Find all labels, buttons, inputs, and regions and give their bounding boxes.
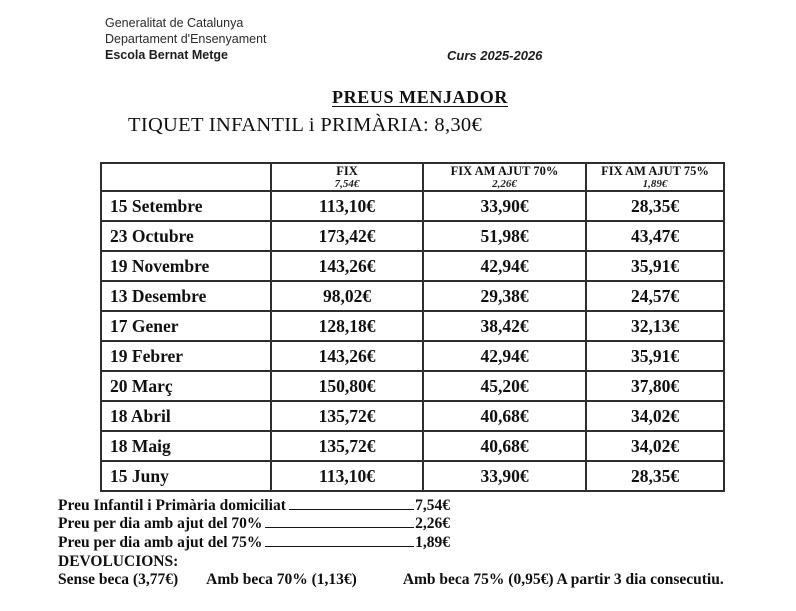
summary-line-domiciliat	[58, 497, 450, 515]
summary-line-ajut75	[58, 534, 450, 552]
ajut70-price-cell: 40,68€	[423, 431, 586, 461]
column-label: FIX AM AJUT 70%	[450, 163, 559, 178]
ajut75-price-cell: 34,02€	[586, 401, 724, 431]
table-row	[101, 431, 724, 461]
table-row	[101, 401, 724, 431]
fix-price-cell: 135,72€	[271, 401, 423, 431]
header-cell-ajut70	[423, 163, 586, 191]
page-title: PREUS MENJADOR	[332, 87, 508, 107]
summary-value: 7,54€	[415, 497, 450, 514]
price-summary	[58, 497, 450, 552]
table-row	[101, 281, 724, 311]
fix-price-cell: 150,80€	[271, 371, 423, 401]
dotted-fill-line	[265, 527, 414, 528]
ajut75-price-cell: 24,57€	[586, 281, 724, 311]
header-cell-empty	[101, 163, 271, 191]
ajut75-price-cell: 28,35€	[586, 461, 724, 491]
devolucions-section	[58, 553, 724, 590]
table-row	[101, 461, 724, 491]
table-header-row	[101, 163, 724, 191]
letterhead	[105, 15, 267, 63]
letterhead-department: Departament d'Ensenyament	[105, 32, 267, 46]
ajut75-price-cell: 37,80€	[586, 371, 724, 401]
month-cell: 18 Abril	[101, 401, 271, 431]
devolucions-beca-75: Amb beca 75% (0,95€) A partir 3 dia consecutiu.	[402, 571, 724, 588]
dotted-fill-line	[289, 509, 414, 510]
ajut70-price-cell: 42,94€	[423, 251, 586, 281]
month-cell: 20 Març	[101, 371, 271, 401]
letterhead-school: Escola Bernat Metge	[105, 48, 228, 62]
column-unit-price: 7,54€	[334, 177, 360, 190]
header-cell-fix	[271, 163, 423, 191]
fix-price-cell: 113,10€	[271, 191, 423, 221]
devolucions-beca-70: Amb beca 70% (1,13€)	[206, 571, 357, 588]
devolucions-details	[58, 571, 724, 590]
devolucions-sense-beca: Sense beca (3,77€)	[58, 571, 179, 588]
column-label: FIX	[336, 163, 358, 178]
ajut75-price-cell: 43,47€	[586, 221, 724, 251]
column-unit-price: 2,26€	[492, 177, 517, 190]
month-cell: 19 Novembre	[101, 251, 271, 281]
ajut70-price-cell: 45,20€	[423, 371, 586, 401]
ajut70-price-cell: 42,94€	[423, 341, 586, 371]
month-cell: 19 Febrer	[101, 341, 271, 371]
fix-price-cell: 128,18€	[271, 311, 423, 341]
page-subtitle: TIQUET INFANTIL i PRIMÀRIA: 8,30€	[128, 114, 483, 136]
ajut75-price-cell: 32,13€	[586, 311, 724, 341]
ajut75-price-cell: 28,35€	[586, 191, 724, 221]
ajut75-price-cell: 35,91€	[586, 341, 724, 371]
table-row	[101, 251, 724, 281]
ajut75-price-cell: 34,02€	[586, 431, 724, 461]
table-row	[101, 191, 724, 221]
month-cell: 15 Juny	[101, 461, 271, 491]
ajut70-price-cell: 33,90€	[423, 191, 586, 221]
fix-price-cell: 135,72€	[271, 431, 423, 461]
table-row	[101, 371, 724, 401]
fix-price-cell: 113,10€	[271, 461, 423, 491]
ajut70-price-cell: 29,38€	[423, 281, 586, 311]
ajut70-price-cell: 38,42€	[423, 311, 586, 341]
summary-label: Preu per dia amb ajut del 75%	[58, 533, 263, 551]
ajut70-price-cell: 33,90€	[423, 461, 586, 491]
month-cell: 13 Desembre	[101, 281, 271, 311]
month-cell: 18 Maig	[101, 431, 271, 461]
table-row	[101, 341, 724, 371]
summary-label: Preu per dia amb ajut del 70%	[58, 515, 263, 533]
summary-value: 1,89€	[415, 533, 450, 551]
fix-price-cell: 143,26€	[271, 251, 423, 281]
month-cell: 15 Setembre	[101, 191, 271, 221]
price-table	[100, 162, 725, 492]
fix-price-cell: 98,02€	[271, 281, 423, 311]
ajut75-price-cell: 35,91€	[586, 251, 724, 281]
column-unit-price: 1,89€	[642, 177, 668, 190]
fix-price-cell: 143,26€	[271, 341, 423, 371]
devolucions-heading: DEVOLUCIONS:	[58, 553, 179, 570]
ajut70-price-cell: 40,68€	[423, 401, 586, 431]
table-row	[101, 311, 724, 341]
column-label: FIX AM AJUT 75%	[601, 163, 709, 178]
header-cell-ajut75	[586, 163, 724, 191]
summary-value: 2,26€	[415, 515, 450, 533]
course-year: Curs 2025-2026	[447, 48, 543, 63]
letterhead-org: Generalitat de Catalunya	[105, 16, 244, 30]
dotted-fill-line	[265, 546, 414, 547]
table-row	[101, 221, 724, 251]
fix-price-cell: 173,42€	[271, 221, 423, 251]
ajut70-price-cell: 51,98€	[423, 221, 586, 251]
month-cell: 23 Octubre	[101, 221, 271, 251]
summary-line-ajut70	[58, 515, 450, 533]
summary-label: Preu Infantil i Primària domiciliat	[58, 497, 286, 514]
month-cell: 17 Gener	[101, 311, 271, 341]
